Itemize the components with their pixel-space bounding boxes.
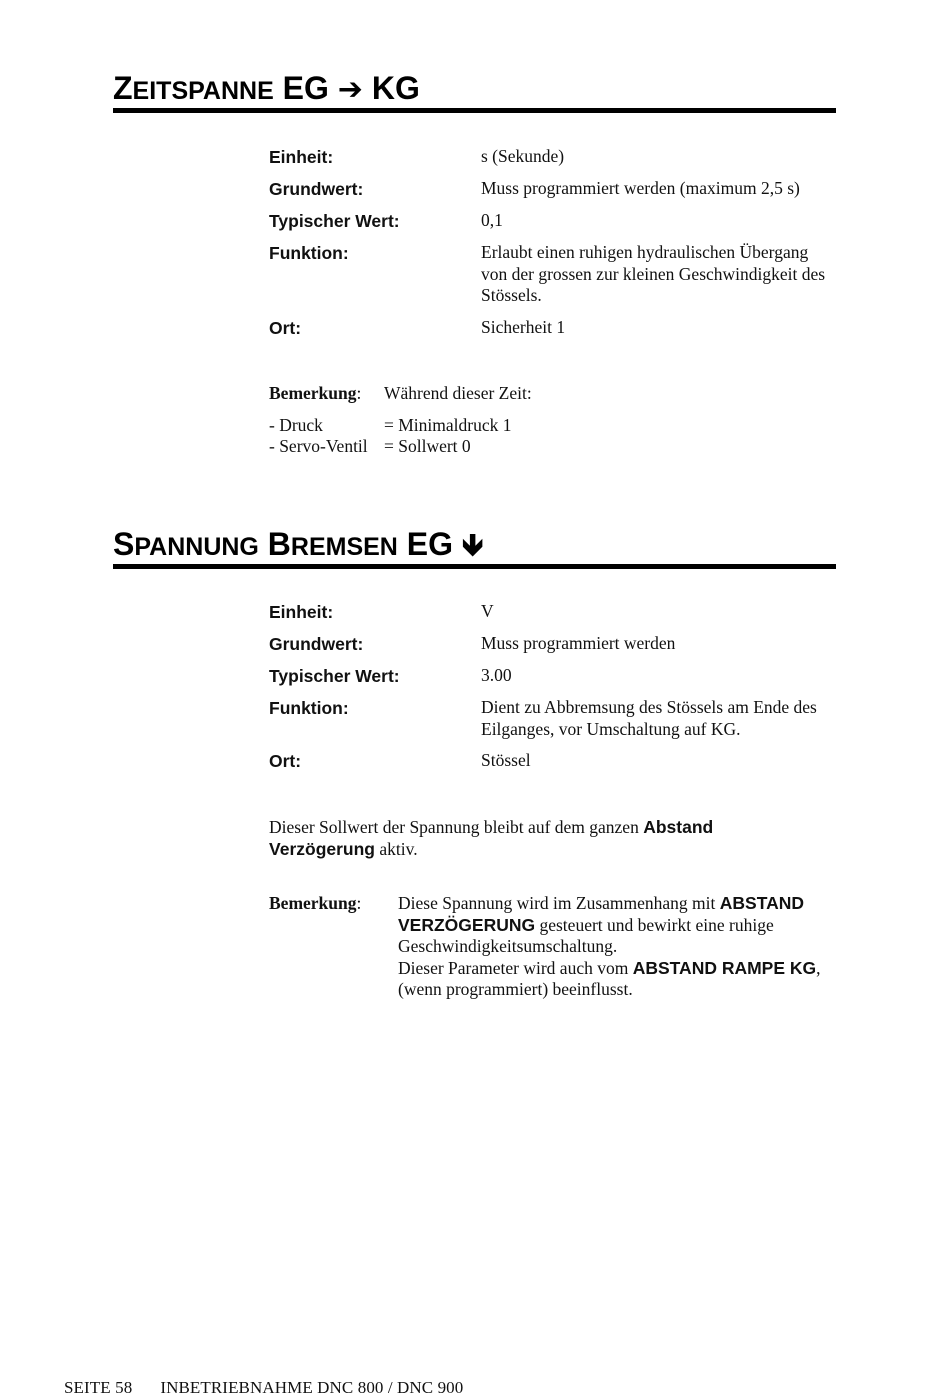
param-row-typischer-wert	[269, 665, 839, 687]
description-paragraph: Dieser Sollwert der Spannung bleibt auf dem ganzen Abstand Verzögerung aktiv.	[269, 817, 714, 859]
remark-block: Bemerkung: Diese Spannung wird im Zusammenhang mit ABSTAND VERZÖGERUNG gesteuert und bewirkt eine ruhige Geschwindigkeitsumschaltung. Dieser Parameter wird auch vom ABSTAND RAMPE KG, (wenn programmiert) beeinflusst.	[269, 893, 839, 1001]
param-label: Typischer Wert:	[269, 211, 400, 231]
remark-block: Bemerkung: Während dieser Zeit: - Druck = Minimaldruck 1 - Servo-Ventil = Sollwert 0	[269, 383, 829, 458]
section-rule	[113, 108, 836, 113]
param-label: Einheit:	[269, 602, 334, 622]
param-value: Dient zu Abbremsung des Stössels am Ende des Eilganges, vor Umschaltung auf KG.	[481, 697, 817, 739]
remark-label: Bemerkung	[269, 893, 357, 913]
param-label: Ort:	[269, 317, 302, 338]
right-arrow-icon: ➔	[337, 72, 363, 107]
param-label: Funktion:	[269, 243, 349, 263]
param-row-funktion	[269, 242, 839, 307]
parameter-table	[269, 146, 839, 349]
param-row-typischer-wert	[269, 210, 839, 232]
param-value: Stössel	[481, 750, 531, 770]
param-value: V	[481, 601, 494, 621]
param-value: Muss programmiert werden (maximum 2,5 s)	[481, 178, 800, 198]
param-value: 0,1	[481, 210, 503, 230]
param-row-einheit	[269, 146, 839, 168]
param-label: Grundwert:	[269, 634, 364, 654]
remark-text: Während dieser Zeit:	[384, 383, 532, 403]
param-row-ort	[269, 750, 839, 772]
param-row-funktion	[269, 697, 839, 740]
param-label: Ort:	[269, 751, 302, 771]
param-value: Sicherheit 1	[481, 316, 566, 337]
param-row-grundwert	[269, 633, 839, 655]
section-title-zeitspanne: ZEITSPANNE EG ➔ KG	[113, 70, 420, 107]
remark-label: Bemerkung	[269, 383, 357, 403]
param-label: Typischer Wert:	[269, 666, 400, 686]
section-rule	[113, 564, 836, 569]
param-label: Funktion:	[269, 698, 349, 718]
page-footer	[64, 1378, 463, 1398]
param-value: s (Sekunde)	[481, 146, 565, 166]
param-label: Grundwert:	[269, 179, 364, 199]
param-row-grundwert	[269, 178, 839, 200]
param-row-ort	[269, 317, 839, 339]
document-title: INBETRIEBNAHME DNC 800 / DNC 900	[160, 1378, 464, 1397]
param-value: Erlaubt einen ruhigen hydraulischen Übergang von der grossen zur kleinen Geschwindigkeit des Stössels.	[481, 242, 826, 305]
section-title-spannung-bremsen: SPANNUNG BREMSEN EG 🡻	[113, 526, 484, 563]
page-number: SEITE 58	[64, 1378, 133, 1397]
down-arrow-icon: 🡻	[461, 528, 484, 563]
param-value: Muss programmiert werden	[481, 633, 676, 653]
remark-line: - Druck = Minimaldruck 1	[269, 414, 512, 435]
parameter-table	[269, 601, 839, 782]
param-label: Einheit:	[269, 147, 334, 167]
param-value: 3.00	[481, 665, 512, 685]
param-row-einheit	[269, 601, 839, 623]
remark-text: Diese Spannung wird im Zusammenhang mit ABSTAND VERZÖGERUNG gesteuert und bewirkt eine ruhige Geschwindigkeitsumschaltung. Dieser Parameter wird auch vom ABSTAND RAMPE KG, (wenn programmiert) beeinflusst.	[398, 893, 821, 999]
remark-line: - Servo-Ventil = Sollwert 0	[269, 436, 471, 456]
